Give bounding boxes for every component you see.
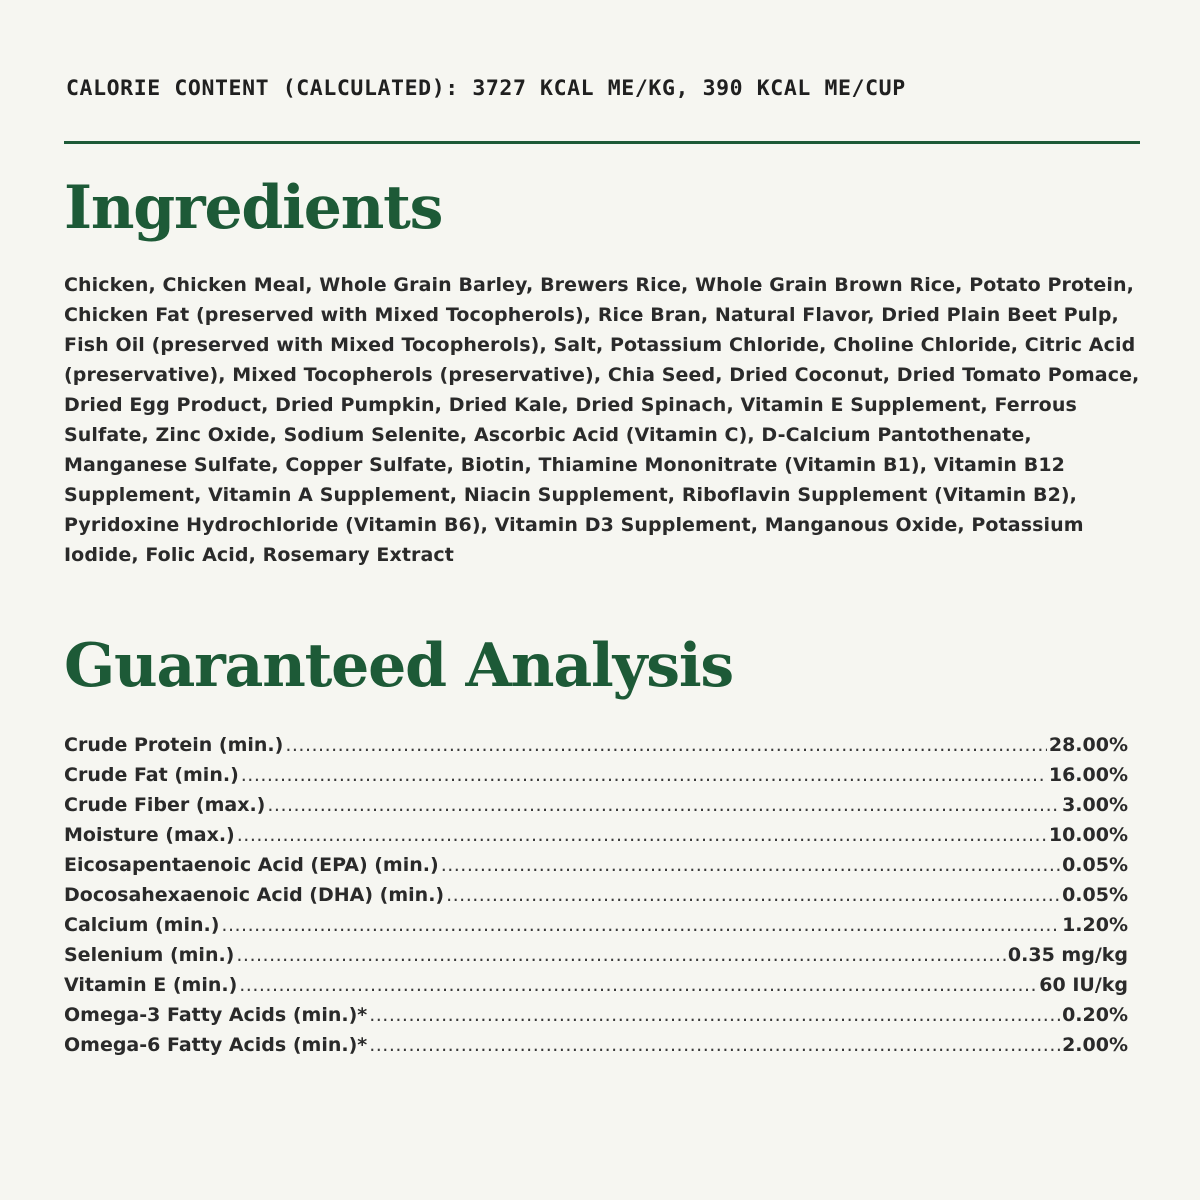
analysis-label: Omega-6 Fatty Acids (min.)* xyxy=(64,1034,368,1056)
dot-leader xyxy=(239,970,1037,1000)
analysis-value: 0.05% xyxy=(1062,884,1128,906)
section-divider xyxy=(64,141,1140,144)
dot-leader xyxy=(446,880,1060,910)
analysis-label: Calcium (min.) xyxy=(64,914,220,936)
analysis-value: 1.20% xyxy=(1062,914,1128,936)
analysis-row xyxy=(64,760,1128,790)
analysis-value: 16.00% xyxy=(1048,764,1128,786)
analysis-row xyxy=(64,880,1128,910)
dot-leader xyxy=(237,820,1047,850)
analysis-value: 0.05% xyxy=(1062,854,1128,876)
analysis-label: Eicosapentaenoic Acid (EPA) (min.) xyxy=(64,854,439,876)
analysis-value: 0.35 mg/kg xyxy=(1007,944,1128,966)
analysis-row xyxy=(64,1000,1128,1030)
analysis-label: Crude Fat (min.) xyxy=(64,764,239,786)
analysis-value: 60 IU/kg xyxy=(1039,974,1128,996)
dot-leader xyxy=(236,940,1006,970)
analysis-value: 3.00% xyxy=(1062,794,1128,816)
guaranteed-analysis-heading: Guaranteed Analysis xyxy=(64,631,734,701)
dot-leader xyxy=(285,730,1047,760)
analysis-row xyxy=(64,730,1128,760)
analysis-label: Selenium (min.) xyxy=(64,944,235,966)
nutrition-panel xyxy=(64,0,1140,1200)
dot-leader xyxy=(241,760,1047,790)
analysis-value: 28.00% xyxy=(1048,734,1128,756)
analysis-row xyxy=(64,1030,1128,1060)
analysis-value: 0.20% xyxy=(1062,1004,1128,1026)
calorie-content: CALORIE CONTENT (CALCULATED): 3727 KCAL ME/KG, 390 KCAL ME/CUP xyxy=(66,76,906,101)
analysis-row xyxy=(64,850,1128,880)
dot-leader xyxy=(221,910,1060,940)
analysis-label: Vitamin E (min.) xyxy=(64,974,238,996)
ingredients-list: Chicken, Chicken Meal, Whole Grain Barley, Brewers Rice, Whole Grain Brown Rice, Potato Protein, Chicken Fat (preserved with Mixed Tocopherols), Rice Bran, Natural Flavor, Dried Plain Beet Pulp, Fish Oil (preserved with Mixed Tocopherols), Salt, Potassium Chloride, Choline Chloride, Citric Acid (preservative), Mixed Tocopherols (preservative), Chia Seed, Dried Coconut, Dried Tomato Pomace, Dried Egg Product, Dried Pumpkin, Dried Kale, Dried Spinach, Vitamin E Supplement, Ferrous Sulfate, Zinc Oxide, Sodium Selenite, Ascorbic Acid (Vitamin C), D-Calcium Pantothenate, Manganese Sulfate, Copper Sulfate, Biotin, Thiamine Mononitrate (Vitamin B1), Vitamin B12 Supplement, Vitamin A Supplement, Niacin Supplement, Riboflavin Supplement (Vitamin B2), Pyridoxine Hydrochloride (Vitamin B6), Vitamin D3 Supplement, Manganous Oxide, Potassium Iodide, Folic Acid, Rosemary Extract xyxy=(64,274,1140,566)
dot-leader xyxy=(369,1000,1060,1030)
analysis-label: Omega-3 Fatty Acids (min.)* xyxy=(64,1004,368,1026)
analysis-row xyxy=(64,820,1128,850)
analysis-value: 10.00% xyxy=(1048,824,1128,846)
analysis-label: Docosahexaenoic Acid (DHA) (min.) xyxy=(64,884,445,906)
analysis-label: Crude Fiber (max.) xyxy=(64,794,266,816)
analysis-row xyxy=(64,790,1128,820)
guaranteed-analysis-table xyxy=(64,730,1128,1060)
dot-leader xyxy=(369,1030,1060,1060)
analysis-label: Crude Protein (min.) xyxy=(64,734,284,756)
analysis-row xyxy=(64,970,1128,1000)
dot-leader xyxy=(267,790,1060,820)
dot-leader xyxy=(441,850,1060,880)
analysis-value: 2.00% xyxy=(1062,1034,1128,1056)
analysis-row xyxy=(64,910,1128,940)
ingredients-heading: Ingredients xyxy=(64,173,443,243)
analysis-row xyxy=(64,940,1128,970)
analysis-label: Moisture (max.) xyxy=(64,824,235,846)
